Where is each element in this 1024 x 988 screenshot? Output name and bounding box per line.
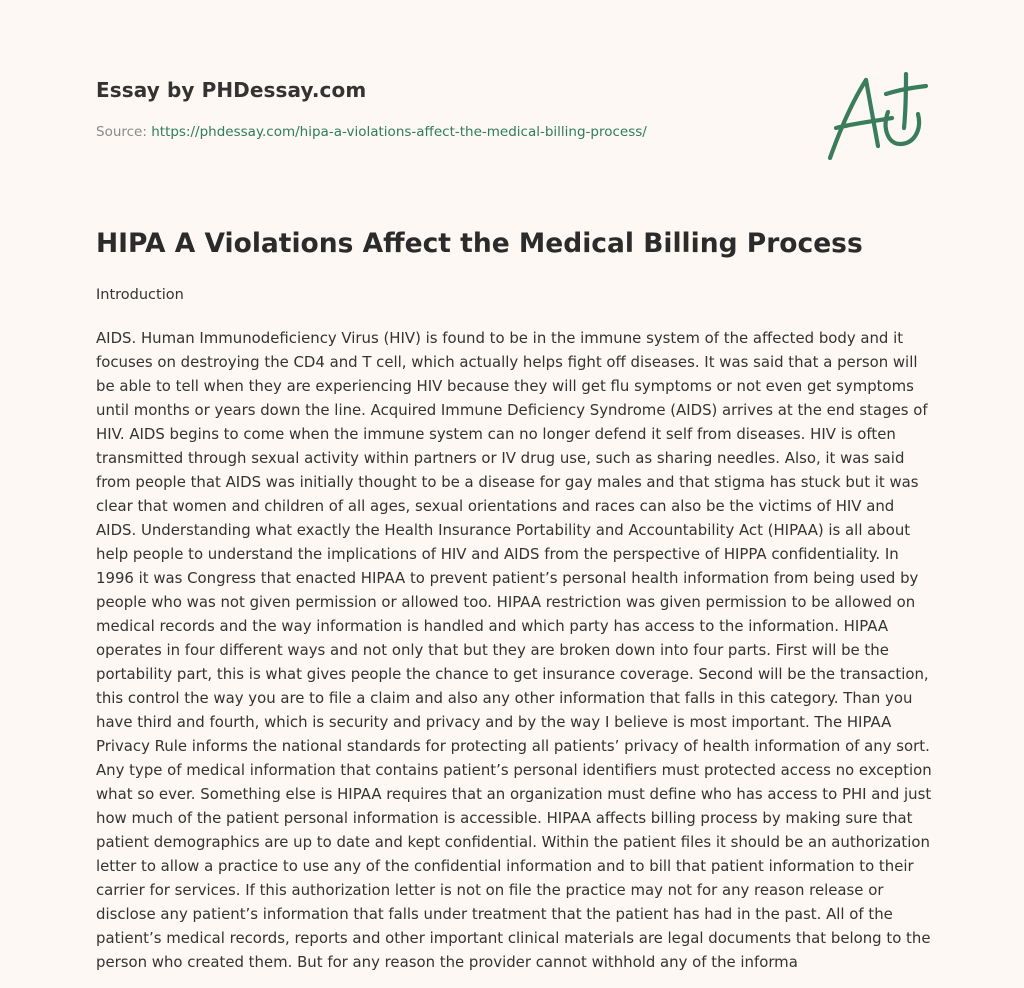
a-plus-logo-icon: [820, 68, 932, 164]
source-line: [96, 124, 647, 140]
intro-heading: Introduction: [96, 287, 184, 303]
brand-title: Essay by PHDessay.com: [96, 78, 367, 102]
source-link[interactable]: https://phdessay.com/hipa-a-violations-affect-the-medical-billing-process/: [151, 124, 647, 140]
essay-title: HIPA A Violations Affect the Medical Billing Process: [96, 228, 863, 259]
essay-body-paragraph: AIDS. Human Immunodeficiency Virus (HIV) is found to be in the immune system of the affected body and it focuses on destroying the CD4 and T cell, which actually helps fight off diseases. It was said that a person will be able to tell when they are experiencing HIV because they will get flu symptoms or not even get symptoms until months or years down the line. Acquired Immune Deficiency Syndrome (AIDS) arrives at the end stages of HIV. AIDS begins to come when the immune system can no longer defend it self from diseases. HIV is often transmitted through sexual activity within partners or IV drug use, such as sharing needles. Also, it was said from people that AIDS was initially thought to be a disease for gay males and that stigma has stuck but it was clear that women and children of all ages, sexual orientations and races can also be the victims of HIV and AIDS. Understanding what exactly the Health Insurance Portability and Accountability Act (HIPAA) is all about help people to understand the implications of HIV and AIDS from the perspective of HIPPA confidentiality. In 1996 it was Congress that enacted HIPAA to prevent patient’s personal health information from being used by people who was not given permission or allowed too. HIPAA restriction was given permission to be allowed on medical records and the way information is handled and which party has access to the information. HIPAA operates in four different ways and not only that but they are broken down into four parts. First will be the portability part, this is what gives people the chance to get insurance coverage. Second will be the transaction, this control the way you are to file a claim and also any other information that falls in this category. Than you have third and fourth, which is security and privacy and by the way I believe is most important. The HIPAA Privacy Rule informs the national standards for protecting all patients’ privacy of health information of any sort. Any type of medical information that contains patient’s personal identifiers must protected access no exception what so ever. Something else is HIPAA requires that an organization must define who has access to PHI and just how much of the patient personal information is accessible. HIPAA affects billing process by making sure that patient demographics are up to date and kept confidential. Within the patient files it should be an authorization letter to allow a practice to use any of the confidential information and to bill that patient information to their carrier for services. If this authorization letter is not on file the practice may not for any reason release or disclose any patient’s information that falls under treatment that the patient has had in the past. All of the patient’s medical records, reports and other important clinical materials are legal documents that belong to the person who created them. But for any reason the provider cannot withhold any of the informa: [96, 329, 932, 971]
source-label: Source:: [96, 124, 147, 140]
